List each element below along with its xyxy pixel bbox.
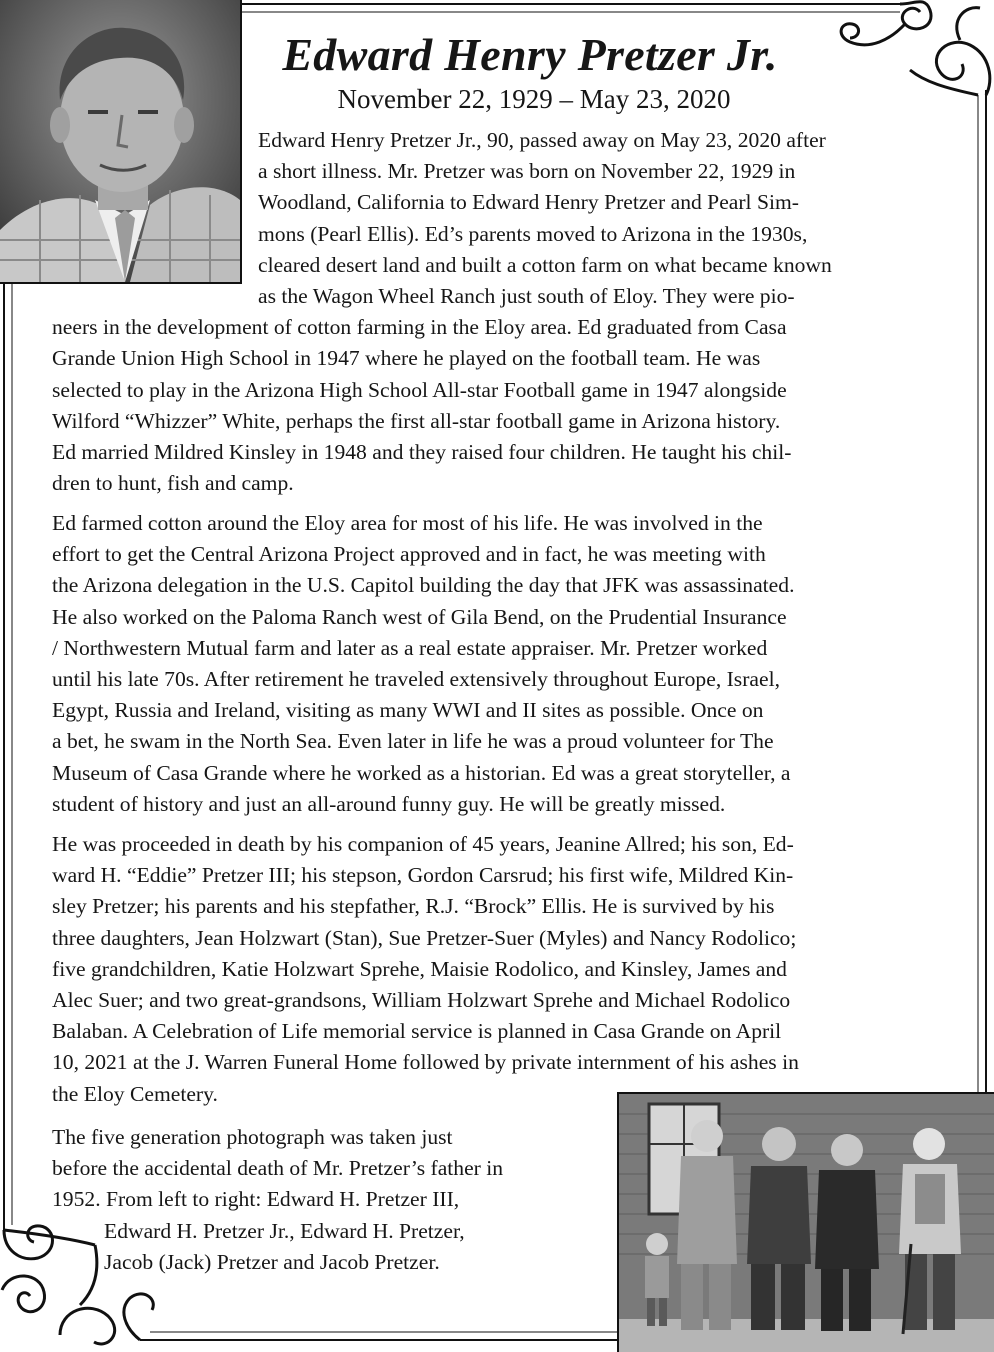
paragraph-3 bbox=[52, 829, 972, 1110]
life-dates: November 22, 1929 – May 23, 2020 bbox=[337, 84, 731, 114]
text-line: the Eloy Cemetery. bbox=[52, 1081, 218, 1106]
text-line: the Arizona delegation in the U.S. Capitol building the day that JFK was assassinated. bbox=[52, 573, 795, 598]
text-line: Grande Union High School in 1947 where he played on the football team. He was bbox=[52, 346, 761, 371]
caption-line: Jacob (Jack) Pretzer and Jacob Pretzer. bbox=[104, 1249, 440, 1274]
caption-line: before the accidental death of Mr. Pretzer’s father in bbox=[52, 1156, 504, 1181]
five-generation-photo bbox=[617, 1092, 994, 1352]
text-line: ward H. “Eddie” Pretzer III; his stepson, Gordon Carsrud; his first wife, Mildred Kin- bbox=[52, 863, 794, 888]
text-line: / Northwestern Mutual farm and later as a real estate appraiser. Mr. Pretzer worked bbox=[52, 635, 768, 660]
paragraph-2 bbox=[52, 508, 972, 820]
text-line: Alec Suer; and two great-grandsons, William Holzwart Sprehe and Michael Rodolico bbox=[52, 988, 791, 1013]
caption-line: 1952. From left to right: Edward H. Pretzer III, bbox=[52, 1187, 460, 1212]
text-line: as the Wagon Wheel Ranch just south of Eloy. They were pio- bbox=[258, 284, 795, 309]
text-line: five grandchildren, Katie Holzwart Sprehe, Maisie Rodolico, and Kinsley, James and bbox=[52, 956, 787, 981]
caption-line: Edward H. Pretzer Jr., Edward H. Pretzer, bbox=[104, 1218, 465, 1243]
text-line: Egypt, Russia and Ireland, visiting as many WWI and II sites as possible. Once on bbox=[52, 698, 764, 723]
text-line: effort to get the Central Arizona Project approved and in fact, he was meeting with bbox=[52, 542, 766, 567]
obituary-title: Edward Henry Pretzer Jr. bbox=[282, 29, 778, 80]
caption-line: The five generation photograph was taken just bbox=[52, 1125, 453, 1149]
text-line: Ed farmed cotton around the Eloy area for most of his life. He was involved in the bbox=[52, 511, 763, 535]
text-line: dren to hunt, fish and camp. bbox=[52, 471, 294, 496]
text-line: Ed married Mildred Kinsley in 1948 and they raised four children. He taught his chil- bbox=[52, 440, 792, 465]
photo-caption bbox=[52, 1122, 612, 1278]
text-line: 10, 2021 at the J. Warren Funeral Home followed by private internment of his ashes in bbox=[52, 1050, 799, 1075]
text-line: mons (Pearl Ellis). Ed’s parents moved to Arizona in the 1930s, bbox=[258, 221, 808, 246]
text-line: Edward Henry Pretzer Jr., 90, passed away on May 23, 2020 after bbox=[258, 128, 826, 152]
text-line: Museum of Casa Grande where he worked as a historian. Ed was a great storyteller, a bbox=[52, 760, 791, 785]
text-line: student of history and just an all-around funny guy. He will be greatly missed. bbox=[52, 791, 726, 816]
text-line: neers in the development of cotton farming in the Eloy area. Ed graduated from Casa bbox=[52, 315, 787, 340]
text-line: Balaban. A Celebration of Life memorial service is planned in Casa Grande on April bbox=[52, 1019, 782, 1044]
corner-flourish-top-right bbox=[841, 2, 990, 95]
text-line: selected to play in the Arizona High School All-star Football game in 1947 alongside bbox=[52, 377, 787, 402]
text-line: a bet, he swam in the North Sea. Even later in life he was a proud volunteer for The bbox=[52, 729, 774, 754]
text-line: three daughters, Jean Holzwart (Stan), Sue Pretzer-Suer (Myles) and Nancy Rodolico; bbox=[52, 925, 797, 950]
text-line: a short illness. Mr. Pretzer was born on November 22, 1929 in bbox=[258, 159, 796, 184]
text-line: sley Pretzer; his parents and his stepfather, R.J. “Brock” Ellis. He is survived by his bbox=[52, 894, 775, 919]
text-line: He also worked on the Paloma Ranch west of Gila Bend, on the Prudential Insurance bbox=[52, 604, 787, 629]
text-line: He was proceeded in death by his companion of 45 years, Jeanine Allred; his son, Ed- bbox=[52, 832, 794, 856]
text-line: Woodland, California to Edward Henry Pretzer and Pearl Sim- bbox=[258, 190, 799, 215]
paragraph-1 bbox=[0, 125, 994, 499]
text-line: cleared desert land and built a cotton farm on what became known bbox=[258, 252, 832, 277]
text-line: Wilford “Whizzer” White, perhaps the first all-star football game in Arizona history. bbox=[52, 408, 781, 433]
text-line: until his late 70s. After retirement he traveled extensively throughout Europe, Israel, bbox=[52, 667, 780, 692]
